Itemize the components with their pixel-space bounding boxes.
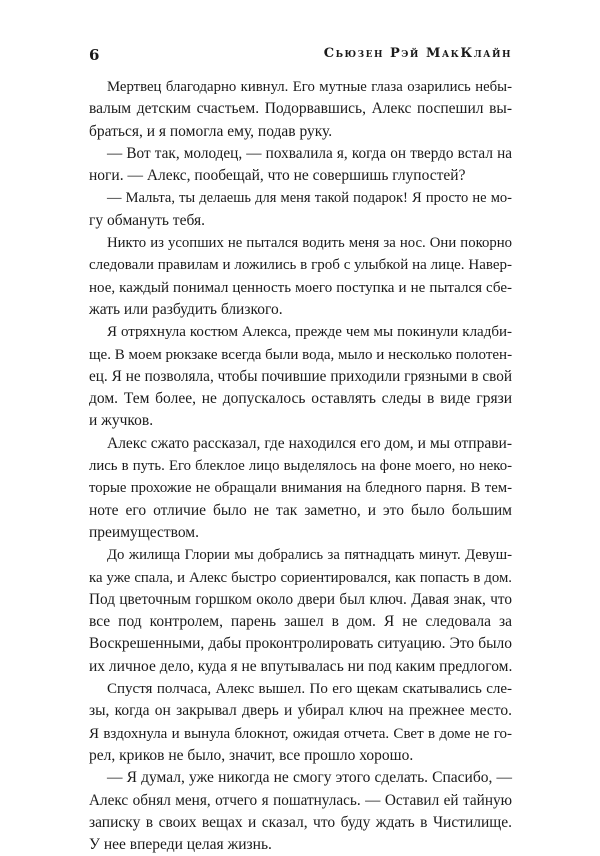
text-line: ное, каждый понимал ценность моего поступка и не пытался сбе- [89,279,512,296]
text-line: ец. Я не позволяла, чтобы почившие приходили грязными в свой [89,367,512,385]
text-line: ще. В моем рюкзаке всегда были вода, мыло и несколько полотен- [89,346,513,363]
text-line: Я отряхнула костюм Алекса, прежде чем мы покинули кладби- [107,324,512,341]
text-line: лись в путь. Его блеклое лицо выделялось на фоне моего, но неко- [89,458,512,475]
page-number: 6 [89,46,100,64]
text-line: Под цветочным горшком около двери был ключ. Давая знак, что [89,590,512,608]
text-line: У нее впереди целая жизнь. [89,836,272,854]
text-line: браться, и я помогла ему, подав руку. [89,122,333,140]
text-line: Никто из усопших не пытался водить меня за нос. Они покорно [107,235,512,252]
text-line: преимуществом. [89,523,199,541]
text-line: ка уже спала, и Алекс быстро сориентировался, как попасть в дом. [89,569,512,586]
text-line: гу обмануть тебя. [89,211,205,229]
text-line: — Я думал, уже никогда не смогу этого сделать. Спасибо, — [107,769,512,787]
text-line: и жучков. [89,412,154,430]
body-text [89,76,512,856]
text-line: рел, криков не было, значит, все прошло хорошо. [89,746,414,764]
text-line: — Вот так, молодец, — похвалила я, когда он твердо встал на [107,144,512,162]
text-line: Мертвец благодарно кивнул. Его мутные глаза озарились небы- [107,79,512,95]
text-line: дом. Тем более, не допускалось оставлять следы в виде грязи [89,390,512,408]
text-line: все под контролем, парень зашел в дом. Я не следовала за [89,613,512,631]
text-line: записку в своих вещах и сказал, что буду ждать в Чистилище. [89,813,512,831]
page-header [89,44,512,68]
text-line: Спустя полчаса, Алекс вышел. По его щекам скатывались сле- [107,681,512,698]
text-line: ноте его отличие было не так заметно, и это было большим [89,501,512,519]
text-line: До жилища Глории мы добрались за пятнадцать минут. Девуш- [107,547,512,564]
text-line: Я вздохнула и вынула блокнот, ожидая отчета. Свет в доме не го- [89,725,512,742]
text-line: — Мальта, ты делаешь для меня такой подарок! Я просто не мо- [107,190,512,207]
text-line: их личное дело, куда я не впутывалась ни под каким предлогом. [89,657,513,675]
text-line: Алекс сжато рассказал, где находился его дом, и мы отправи- [107,434,512,452]
text-line: Алекс обнял меня, отчего я пошатнулась. — Оставил ей тайную [89,791,512,809]
text-line: зы, когда он закрывал дверь и убирал ключ на прежнее место. [89,702,512,720]
text-line: жать или разбудить близкого. [89,300,283,318]
text-line: торые прохожие не обращали внимания на бледного парня. В тем- [89,480,512,497]
running-head-author: Сьюзен Рэй МакКлайн [323,46,512,61]
text-line: Воскрешенными, дабы проконтролировать ситуацию. Это было [89,635,512,653]
text-line: следовали правилам и ложились в гроб с улыбкой на лице. Навер- [89,257,512,274]
text-line: валым детским счастьем. Подорвавшись, Алекс поспешил вы- [89,100,512,118]
text-line: ноги. — Алекс, пообещай, что не совершишь глупостей? [89,167,466,185]
